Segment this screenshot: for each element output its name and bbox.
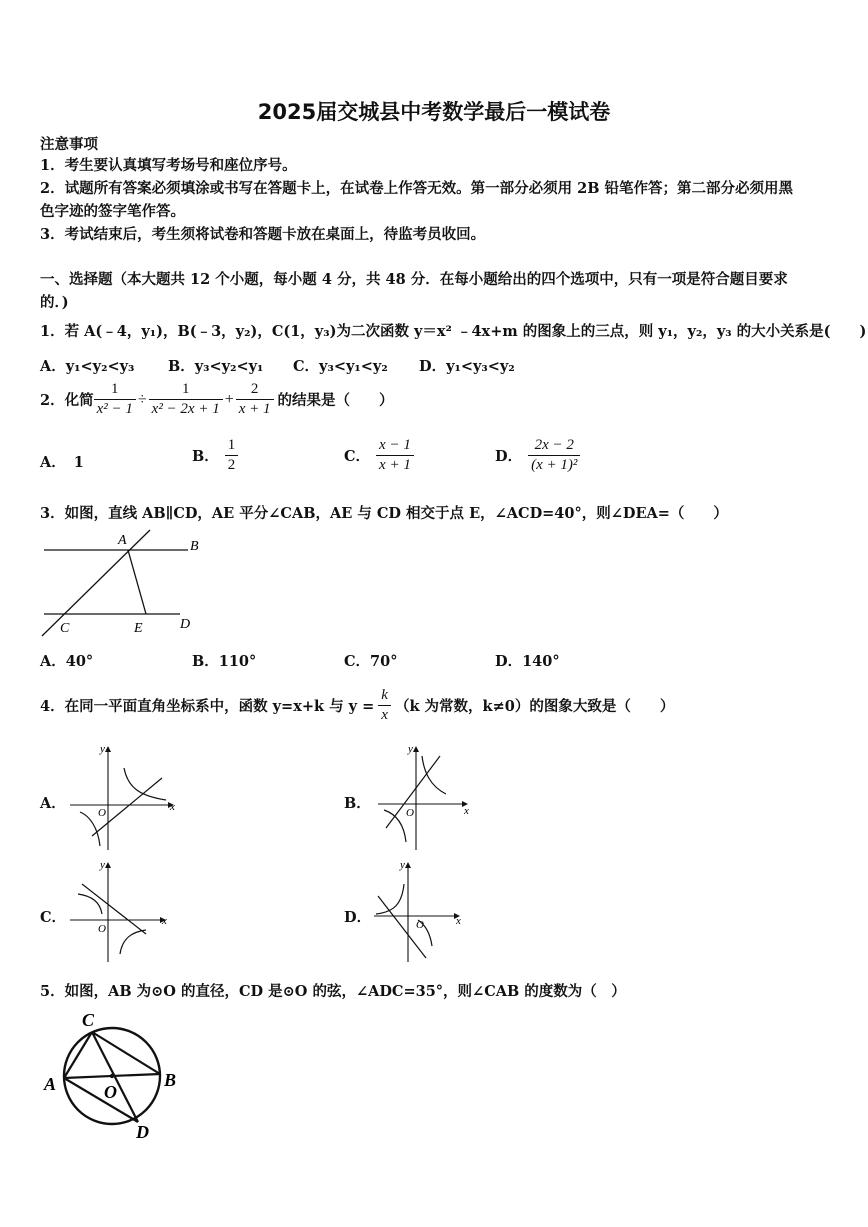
svg-text:O: O xyxy=(406,807,414,819)
q4-graph-a xyxy=(62,742,182,854)
svg-text:y: y xyxy=(100,859,105,871)
svg-text:x: x xyxy=(456,915,461,927)
question-1-stem: 1．若 A(﹣4，y₁)，B(﹣3，y₂)，C(1，y₃)为二次函数 y＝x² ﹣4x+m 的图象上的三点，则 y₁，y₂，y₃ 的大小关系是( ) xyxy=(40,323,867,340)
q4-option-a[interactable]: A． xyxy=(40,795,66,812)
q3-option-b[interactable]: B．110° xyxy=(192,653,257,670)
q2-plus-sign: + xyxy=(224,390,234,408)
svg-text:y: y xyxy=(100,743,105,755)
q4-graph-c xyxy=(62,858,174,966)
section-header-cont: 的．) xyxy=(40,294,69,311)
label-d: D xyxy=(180,617,191,632)
question-2-stem xyxy=(40,381,394,418)
q4-fraction: $\frac{k}{x}$ xyxy=(378,687,391,724)
question-3-stem: 3．如图，直线 AB∥CD，AE 平分∠CAB，AE 与 CD 相交于点 E，∠ACD=40°，则∠DEA=（ ） xyxy=(40,505,728,522)
q2-fraction-1: $\frac{1}{\text{x² − 1}}$ xyxy=(94,381,136,418)
page-title: 2025届交城县中考数学最后一模试卷 xyxy=(257,100,611,124)
q2-suffix: 的结果是（ ） xyxy=(277,392,394,409)
q2-divide-sign: ÷ xyxy=(137,390,147,408)
svg-text:x: x xyxy=(464,805,469,817)
q3-option-d[interactable]: D．140° xyxy=(495,653,560,670)
q1-option-d[interactable]: D．y₁<y₃<y₂ xyxy=(419,358,515,375)
notes-heading: 注意事项 xyxy=(40,136,98,153)
q3-option-a[interactable]: A．40° xyxy=(40,653,94,670)
note-item-3: 3．考试结束后，考生须将试卷和答题卡放在桌面上，待监考员收回。 xyxy=(40,226,486,243)
svg-text:O: O xyxy=(98,807,106,819)
svg-text:x: x xyxy=(162,915,167,927)
q4-option-b[interactable]: B． xyxy=(344,795,371,812)
q2-option-c[interactable]: C． $\frac{x - 1}{x + 1}$ xyxy=(344,437,414,474)
line-ae xyxy=(128,550,146,614)
label-o: O xyxy=(104,1082,117,1102)
label-b: B xyxy=(164,1070,177,1090)
q4-option-d[interactable]: D． xyxy=(344,909,372,926)
question-4-stem: 4．在同一平面直角坐标系中，函数 y=x+k 与 y = $\frac{k}{x}$ （k 为常数，k≠0）的图象大致是（ ） xyxy=(40,687,675,723)
label-a: A xyxy=(118,533,127,548)
question-5-stem: 5．如图，AB 为⊙O 的直径，CD 是⊙O 的弦，∠ADC=35°，则∠CAB 的度数为（ ） xyxy=(40,983,626,1000)
q2-option-d[interactable]: D． $\frac{2x - 2}{\text{(x + 1)²}}$ xyxy=(495,437,580,474)
svg-text:O: O xyxy=(416,919,424,931)
q3-figure xyxy=(40,528,210,640)
label-d: D xyxy=(136,1122,149,1140)
q1-option-a[interactable]: A．y₁<y₂<y₃ xyxy=(40,358,135,375)
note-item-2-cont: 色字迹的签字笔作答。 xyxy=(40,203,185,220)
svg-text:y: y xyxy=(408,743,413,755)
q4-option-c[interactable]: C． xyxy=(40,909,67,926)
svg-text:x: x xyxy=(170,801,175,813)
q2-prefix: 2．化简 xyxy=(40,392,94,409)
section-header: 一、选择题（本大题共 12 个小题，每小题 4 分，共 48 分．在每小题给出的四个选项中，只有一项是符合题目要求 xyxy=(40,271,788,288)
q2-fraction-3: $\frac{2}{x + 1}$ xyxy=(236,381,274,418)
q4-graph-d xyxy=(366,858,470,966)
svg-text:y: y xyxy=(400,859,405,871)
q5-figure xyxy=(40,1008,190,1140)
q1-option-b[interactable]: B．y₃<y₂<y₁ xyxy=(168,358,264,375)
q2-option-b[interactable]: B． $\frac{1}{2}$ xyxy=(192,437,238,474)
note-item-1: 1．考生要认真填写考场号和座位序号。 xyxy=(40,157,297,174)
note-item-2: 2．试题所有答案必须填涂或书写在答题卡上，在试卷上作答无效。第一部分必须用 2B 铅笔作答；第二部分必须用黑 xyxy=(40,180,794,197)
label-e: E xyxy=(134,621,143,636)
q2-option-a[interactable]: A． 1 xyxy=(40,454,84,471)
label-c: C xyxy=(60,621,70,636)
svg-text:O: O xyxy=(98,923,106,935)
q2-fraction-2: $\frac{1}{\text{x² − 2x + 1}}$ xyxy=(149,381,223,418)
q3-option-c[interactable]: C．70° xyxy=(344,653,398,670)
label-a: A xyxy=(44,1074,57,1094)
label-c: C xyxy=(82,1010,95,1030)
q1-option-c[interactable]: C．y₃<y₁<y₂ xyxy=(293,358,388,375)
label-b: B xyxy=(190,539,199,554)
q4-graph-b xyxy=(370,742,480,854)
